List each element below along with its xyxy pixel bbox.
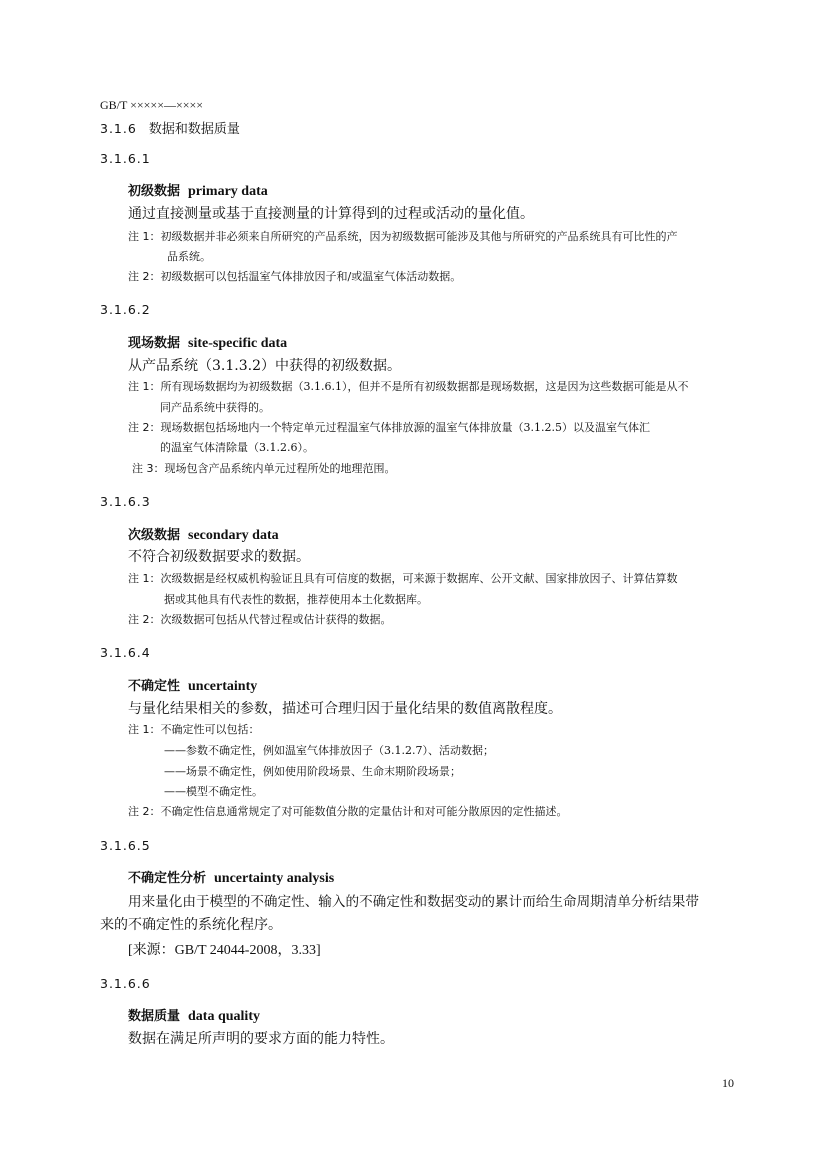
term-en: uncertainty bbox=[188, 679, 258, 694]
section-heading bbox=[100, 118, 240, 137]
term-heading bbox=[128, 1005, 260, 1025]
note-label: 注 1： bbox=[128, 723, 161, 736]
term-heading bbox=[128, 332, 287, 352]
document-code: GB/T ×××××—×××× bbox=[100, 98, 204, 112]
term-zh: 不确定性 bbox=[128, 679, 181, 694]
note bbox=[128, 611, 392, 627]
list-item: ——模型不确定性。 bbox=[164, 785, 263, 798]
note-continuation: 同产品系统中获得的。 bbox=[160, 401, 270, 414]
section-title: 数据和数据质量 bbox=[148, 122, 240, 137]
list-item: ——参数不确定性，例如温室气体排放因子（3.1.2.7）、活动数据； bbox=[164, 744, 494, 757]
note-label: 注 2： bbox=[128, 270, 161, 283]
note-text: 次级数据是经权威机构验证且具有可信度的数据，可来源于数据库、公开文献、国家排放因子、计算估算数 bbox=[160, 572, 678, 585]
note bbox=[128, 378, 688, 394]
entry-number: 3.1.6.6 bbox=[100, 976, 151, 991]
term-heading bbox=[128, 867, 334, 887]
term-zh: 现场数据 bbox=[128, 336, 181, 351]
note-label: 注 2： bbox=[128, 421, 161, 434]
note bbox=[128, 268, 461, 284]
note-text: 现场数据包括场地内一个特定单元过程温室气体排放源的温室气体排放量（3.1.2.5）以及温室气体汇 bbox=[160, 421, 650, 434]
term-zh: 次级数据 bbox=[128, 528, 181, 543]
term-en: primary data bbox=[188, 184, 268, 199]
term-definition-continuation: 来的不确定性的系统化程序。 bbox=[100, 917, 282, 933]
note bbox=[128, 419, 650, 435]
term-definition: 不符合初级数据要求的数据。 bbox=[128, 549, 310, 565]
note-label: 注 1： bbox=[128, 380, 161, 393]
entry-number: 3.1.6.4 bbox=[100, 645, 151, 660]
term-heading bbox=[128, 675, 257, 695]
note bbox=[128, 570, 678, 586]
note-label: 注 1： bbox=[128, 230, 161, 243]
term-definition: 通过直接测量或基于直接测量的计算得到的过程或活动的量化值。 bbox=[128, 206, 534, 222]
term-zh: 初级数据 bbox=[128, 184, 181, 199]
term-en: uncertainty analysis bbox=[214, 871, 335, 886]
note-label: 注 3： bbox=[132, 462, 165, 475]
term-definition: 与量化结果相关的参数，描述可合理归因于量化结果的数值离散程度。 bbox=[128, 701, 562, 717]
source-reference: [来源：GB/T 24044-2008，3.33] bbox=[128, 943, 321, 958]
page-number: 10 bbox=[722, 1076, 734, 1090]
term-definition: 数据在满足所声明的要求方面的能力特性。 bbox=[128, 1031, 394, 1047]
note bbox=[128, 228, 678, 244]
list-item: ——场景不确定性，例如使用阶段场景、生命末期阶段场景； bbox=[164, 765, 461, 778]
note-text: 所有现场数据均为初级数据（3.1.6.1），但并不是所有初级数据都是现场数据，这是因为这些数据可能是从不 bbox=[160, 380, 689, 393]
term-en: secondary data bbox=[188, 528, 279, 543]
term-heading bbox=[128, 180, 268, 200]
entry-number: 3.1.6.1 bbox=[100, 151, 151, 166]
entry-number: 3.1.6.5 bbox=[100, 838, 151, 853]
entry-number: 3.1.6.3 bbox=[100, 494, 151, 509]
note-label: 注 2： bbox=[128, 613, 161, 626]
term-zh: 数据质量 bbox=[128, 1009, 181, 1024]
section-number: 3.1.6 bbox=[100, 121, 137, 136]
term-heading bbox=[128, 524, 279, 544]
note-text: 初级数据并非必须来自所研究的产品系统，因为初级数据可能涉及其他与所研究的产品系统具有可比性的产 bbox=[160, 230, 678, 243]
term-zh: 不确定性分析 bbox=[128, 871, 207, 886]
note-text: 次级数据可包括从代替过程或估计获得的数据。 bbox=[160, 613, 392, 626]
note-text: 现场包含产品系统内单元过程所处的地理范围。 bbox=[164, 462, 396, 475]
note-text: 初级数据可以包括温室气体排放因子和/或温室气体活动数据。 bbox=[160, 270, 462, 283]
note-text: 不确定性信息通常规定了对可能数值分散的定量估计和对可能分散原因的定性描述。 bbox=[160, 805, 568, 818]
term-definition: 用来量化由于模型的不确定性、输入的不确定性和数据变动的累计而给生命周期清单分析结果带 bbox=[128, 894, 699, 910]
entry-number: 3.1.6.2 bbox=[100, 302, 151, 317]
term-en: data quality bbox=[188, 1009, 260, 1024]
note-label: 注 1： bbox=[128, 572, 161, 585]
note-label: 注 2： bbox=[128, 805, 161, 818]
note-text: 不确定性可以包括： bbox=[160, 723, 260, 736]
term-definition: 从产品系统（3.1.3.2）中获得的初级数据。 bbox=[128, 358, 401, 374]
note bbox=[132, 460, 396, 476]
note-continuation: 据或其他具有代表性的数据，推荐使用本土化数据库。 bbox=[164, 593, 428, 606]
term-en: site-specific data bbox=[188, 336, 288, 351]
note bbox=[128, 803, 568, 819]
note-continuation: 的温室气体清除量（3.1.2.6）。 bbox=[160, 441, 314, 454]
note-continuation: 品系统。 bbox=[167, 250, 211, 263]
note bbox=[128, 721, 260, 737]
